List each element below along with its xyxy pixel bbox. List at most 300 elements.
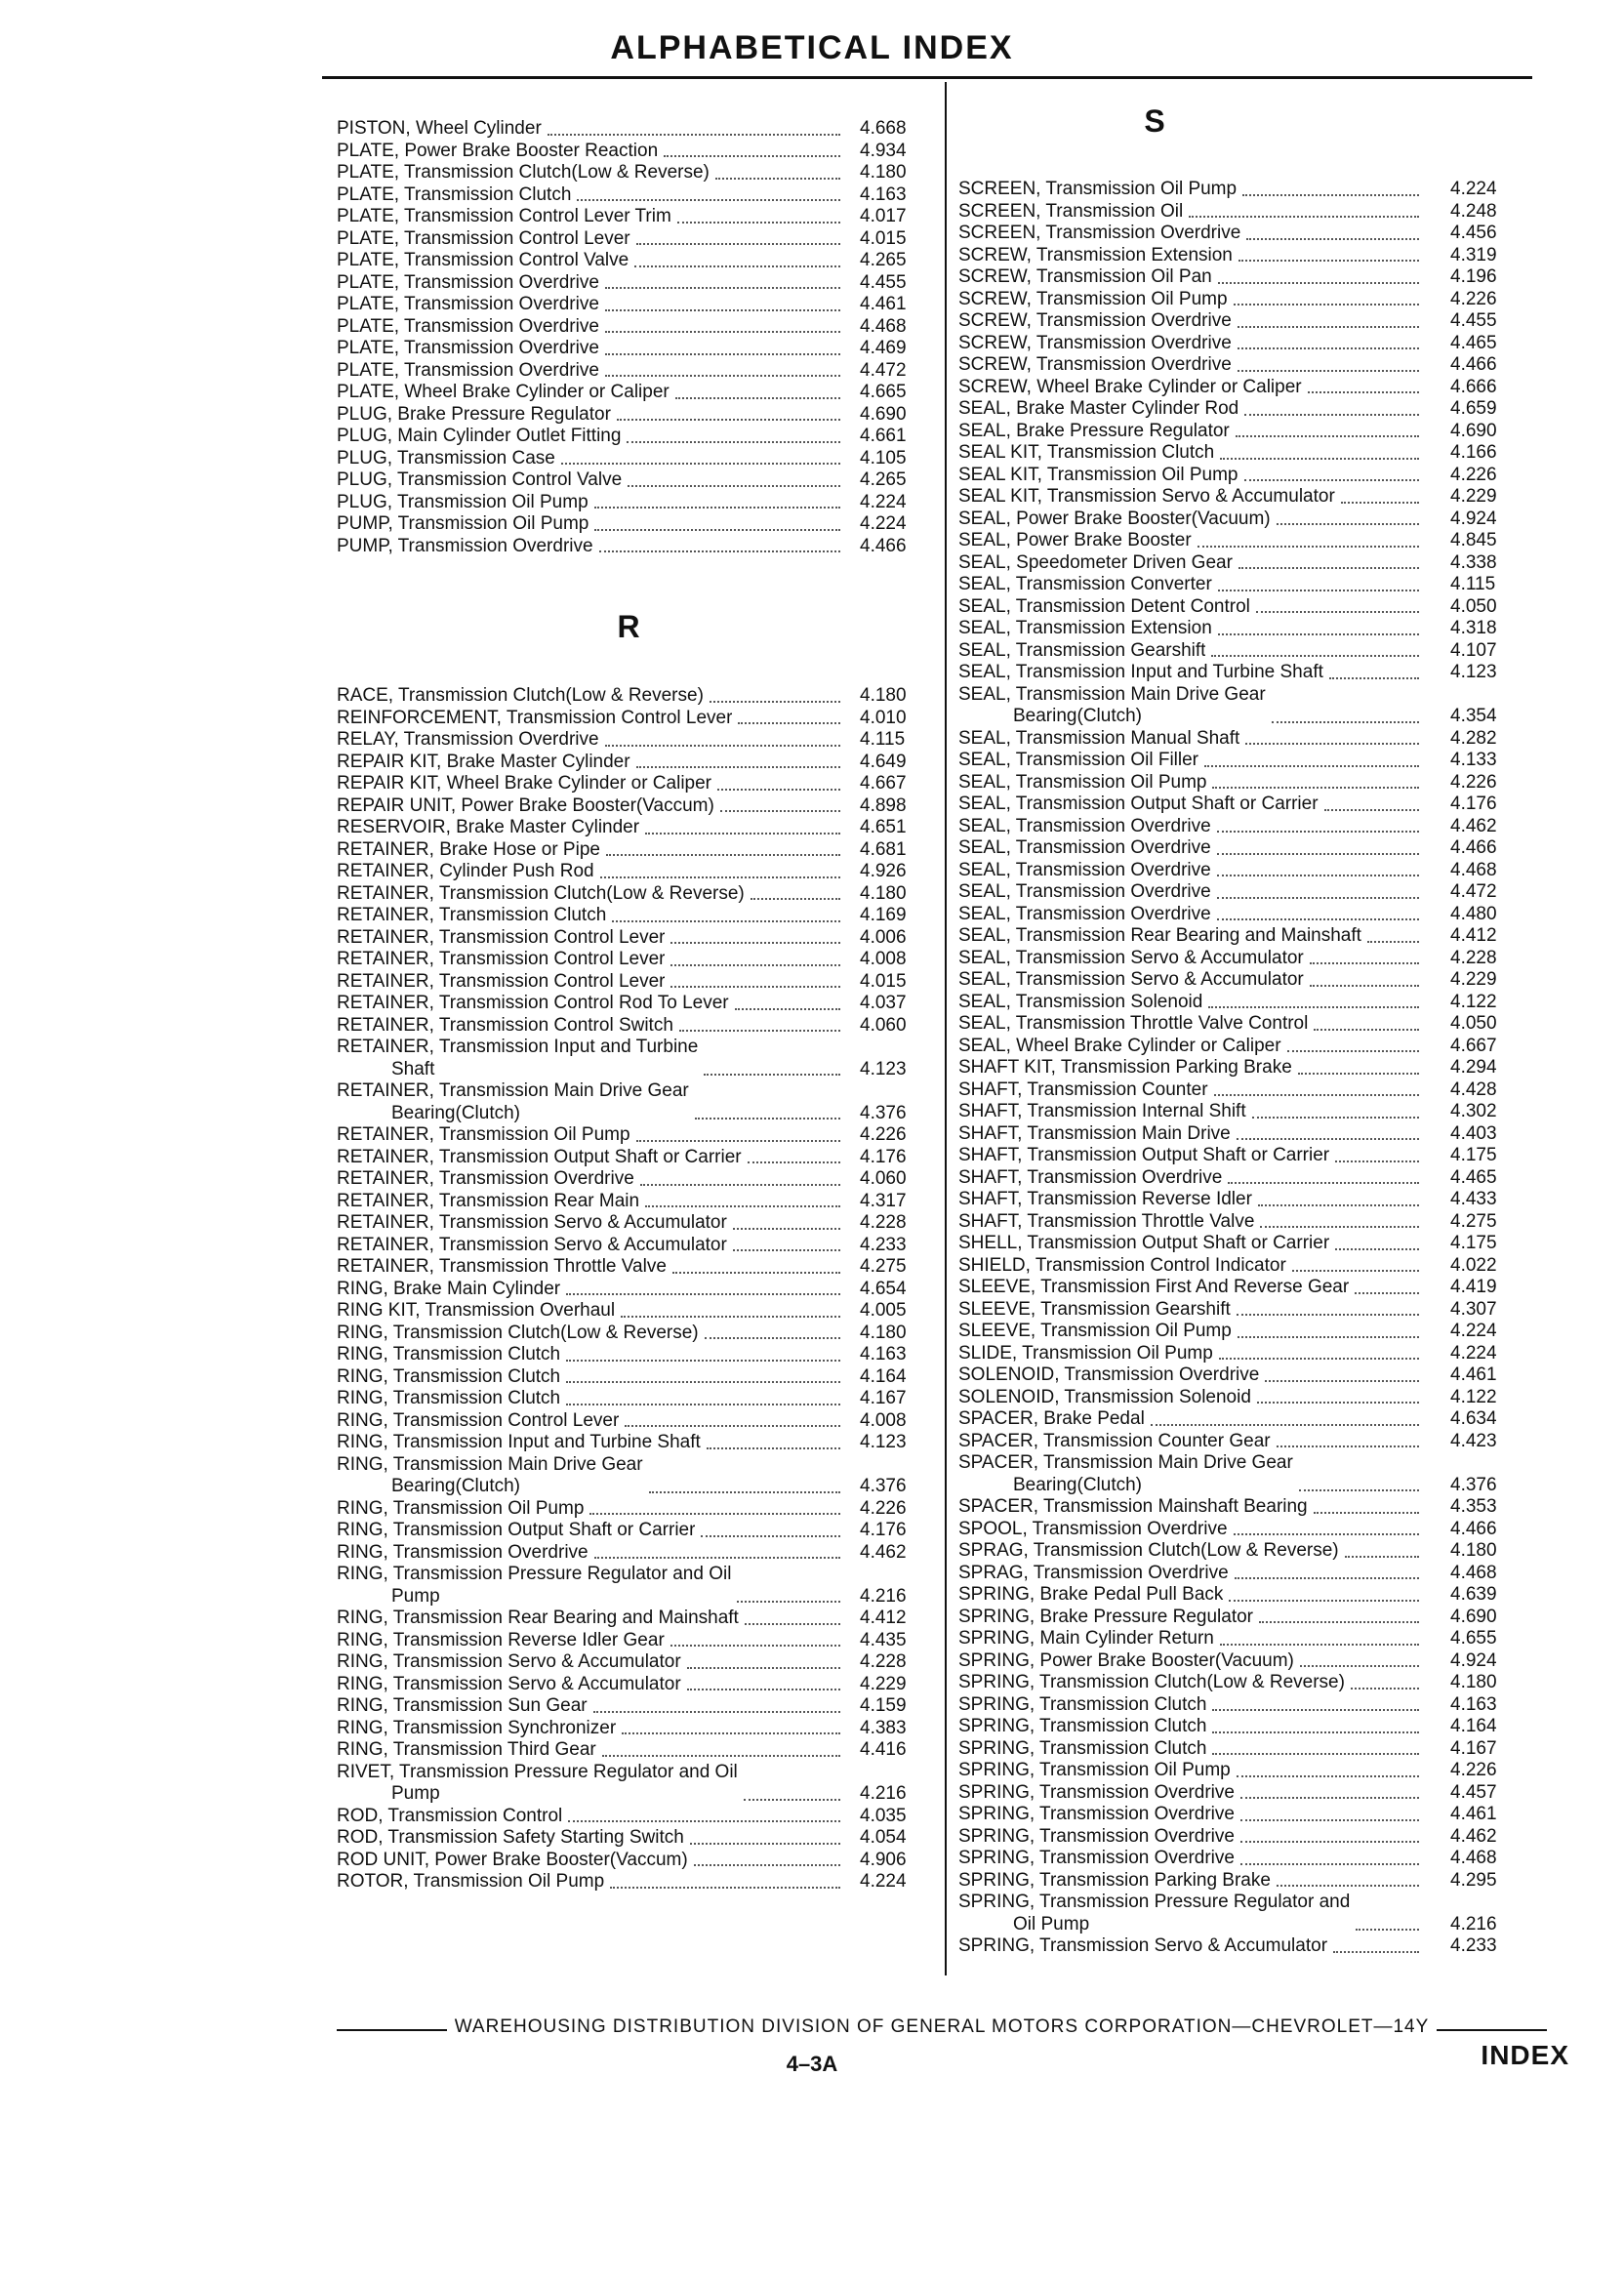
index-entry	[337, 228, 920, 251]
index-entry	[958, 266, 1526, 289]
index-entry	[337, 708, 920, 730]
entry-page-ref: 4.159	[860, 1695, 907, 1716]
dot-leader	[748, 1160, 840, 1163]
dot-leader	[1277, 522, 1419, 525]
dot-leader	[548, 133, 840, 136]
entry-label	[958, 750, 1198, 772]
index-entry	[958, 310, 1526, 333]
entry-label	[337, 536, 593, 558]
index-entry	[337, 1124, 920, 1147]
dot-leader	[645, 1204, 840, 1207]
entry-label-text: ROTOR, Transmission Oil Pump	[337, 1871, 605, 1892]
entry-page-ref: 4.133	[1450, 750, 1497, 770]
entry-label	[337, 685, 704, 708]
index-entry	[337, 294, 920, 316]
entry-label	[958, 289, 1228, 311]
index-entry	[337, 1168, 920, 1191]
index-entry	[337, 1498, 920, 1521]
entry-page-ref: 4.176	[860, 1520, 907, 1540]
dot-leader	[1240, 1818, 1419, 1821]
entry-label-text: SPRING, Transmission Clutch	[958, 1716, 1207, 1736]
entry-page-ref: 4.469	[860, 338, 907, 358]
entry-label-text: PLATE, Transmission Control Lever Trim	[337, 206, 671, 226]
entry-label-text: SEAL, Transmission Overdrive	[958, 881, 1211, 902]
dot-leader	[1218, 589, 1419, 591]
index-entry	[337, 1564, 920, 1608]
entry-page-ref: 4.667	[1450, 1035, 1497, 1056]
dot-leader	[1214, 1093, 1419, 1096]
index-entry	[958, 1782, 1526, 1805]
entry-page-ref: 4.461	[1450, 1364, 1497, 1385]
entry-label	[958, 1584, 1223, 1607]
entry-label-text: RING, Transmission Sun Gear	[337, 1695, 588, 1716]
index-entry	[958, 1013, 1526, 1036]
index-entry	[337, 1695, 920, 1718]
entry-label-text: PLUG, Brake Pressure Regulator	[337, 403, 611, 425]
entry-label	[958, 1387, 1251, 1409]
entry-label	[337, 294, 599, 316]
index-entry	[337, 1235, 920, 1257]
entry-page-ref: 4.465	[1450, 332, 1497, 353]
entry-label	[337, 1762, 738, 1806]
entry-label-text: RING, Transmission Rear Bearing and Mainshaft	[337, 1608, 739, 1628]
dot-leader	[675, 396, 840, 399]
entry-page-ref: 4.665	[860, 382, 907, 402]
entry-label	[958, 904, 1211, 926]
dot-leader	[701, 1534, 840, 1537]
entry-label	[958, 574, 1212, 596]
entry-page-ref: 4.167	[860, 1388, 907, 1408]
dot-leader	[621, 1315, 840, 1318]
entry-page-ref: 4.661	[860, 426, 907, 446]
entry-label-text: RING, Transmission Control Lever	[337, 1409, 620, 1431]
entry-label-text: SPRING, Transmission Pressure Regulator and	[958, 1892, 1351, 1912]
index-entry	[337, 1630, 920, 1652]
entry-label	[337, 1235, 727, 1257]
dot-leader	[605, 374, 840, 377]
entry-label	[337, 1212, 727, 1235]
entry-page-ref: 4.651	[860, 817, 907, 837]
entry-page-ref: 4.354	[1450, 706, 1497, 726]
dot-leader	[594, 506, 840, 509]
index-entry	[958, 530, 1526, 552]
footer-text: WAREHOUSING DISTRIBUTION DIVISION OF GENERAL MOTORS CORPORATION—CHEVROLET—14Y	[454, 2016, 1430, 2037]
index-entry	[337, 492, 920, 514]
entry-label-text: ROD, Transmission Safety Starting Switch	[337, 1827, 684, 1848]
dot-leader	[1189, 215, 1419, 218]
entry-label	[958, 1650, 1294, 1673]
entry-page-ref: 4.307	[1450, 1298, 1497, 1320]
entry-page-ref: 4.295	[1450, 1869, 1497, 1891]
entry-page-ref: 4.228	[860, 1651, 907, 1672]
entry-label	[337, 1454, 643, 1498]
entry-label	[337, 426, 621, 448]
dot-leader	[627, 440, 840, 443]
index-entry	[958, 1672, 1526, 1694]
entry-page-ref: 4.226	[860, 1124, 907, 1145]
entry-page-ref: 4.466	[1450, 837, 1497, 858]
entry-label	[337, 1279, 560, 1301]
entry-page-ref: 4.169	[860, 905, 907, 925]
entry-label-text: PLATE, Transmission Clutch(Low & Reverse)	[337, 162, 710, 183]
entry-label	[958, 925, 1361, 948]
entry-label-text: RING, Transmission Overdrive	[337, 1541, 589, 1563]
dot-leader	[1314, 1028, 1419, 1031]
index-entry	[337, 1651, 920, 1674]
entry-label-text: ROD, Transmission Control	[337, 1805, 563, 1826]
dot-leader	[566, 1403, 840, 1405]
entry-page-ref: 4.017	[860, 206, 907, 226]
entry-label-text: RETAINER, Transmission Control Lever	[337, 926, 666, 948]
entry-label-continuation: Bearing(Clutch)	[1013, 1474, 1142, 1495]
entry-label-text: SPRING, Transmission Clutch	[958, 1693, 1207, 1715]
entry-label	[337, 1191, 639, 1213]
dot-leader	[733, 1248, 840, 1251]
dot-leader	[745, 1622, 840, 1625]
entry-label-text: SHAFT, Transmission Counter	[958, 1079, 1208, 1100]
entry-label-text: SHAFT, Transmission Overdrive	[958, 1166, 1223, 1188]
dot-leader	[1234, 1532, 1419, 1535]
entry-label	[337, 118, 542, 141]
index-entry	[337, 1454, 920, 1498]
entry-page-ref: 4.455	[860, 271, 907, 293]
entry-label-text: SHELL, Transmission Output Shaft or Carrier	[958, 1233, 1330, 1253]
entry-label	[337, 883, 745, 906]
index-entry	[337, 1871, 920, 1893]
index-entry	[958, 201, 1526, 224]
dot-leader	[710, 700, 840, 703]
entry-label	[337, 448, 555, 470]
entry-label-text: PISTON, Wheel Cylinder	[337, 118, 542, 139]
entry-label-text: RETAINER, Transmission Clutch(Low & Reverse)	[337, 882, 745, 904]
entry-page-ref: 4.180	[1450, 1540, 1497, 1561]
entry-label	[337, 141, 658, 163]
dot-leader	[1236, 434, 1419, 437]
dot-leader	[1238, 1335, 1419, 1338]
entry-label	[337, 272, 599, 295]
entry-label-text: SEAL, Transmission Servo & Accumulator	[958, 947, 1304, 968]
entry-label	[337, 993, 729, 1015]
entry-label	[337, 404, 611, 427]
entry-label	[337, 1564, 731, 1608]
dot-leader	[1212, 1730, 1419, 1733]
entry-page-ref: 4.924	[1450, 1649, 1497, 1671]
index-entry	[337, 1366, 920, 1389]
dot-leader	[1252, 1116, 1419, 1119]
entry-page-ref: 4.224	[1450, 1321, 1497, 1341]
index-entry	[337, 729, 920, 752]
entry-page-ref: 4.924	[1450, 508, 1497, 529]
entry-page-ref: 4.461	[1450, 1804, 1497, 1824]
entry-label-text: SEAL, Transmission Input and Turbine Shaft	[958, 662, 1323, 682]
entry-label	[958, 465, 1238, 487]
dot-leader	[1257, 1401, 1419, 1404]
index-entry	[337, 971, 920, 994]
entry-page-ref: 4.015	[860, 227, 907, 249]
index-entry	[337, 752, 920, 774]
index-entry	[958, 354, 1526, 377]
entry-label-text: SLIDE, Transmission Oil Pump	[958, 1342, 1213, 1364]
entry-page-ref: 4.265	[860, 469, 907, 490]
entry-label-text: SEAL, Transmission Manual Shaft	[958, 727, 1240, 749]
index-entry	[958, 640, 1526, 663]
entry-page-ref: 4.338	[1450, 551, 1497, 573]
entry-label	[337, 382, 670, 404]
entry-label	[958, 377, 1302, 399]
index-entry	[337, 1850, 920, 1872]
index-entry	[337, 685, 920, 708]
entry-label	[337, 316, 599, 339]
dot-leader	[594, 528, 840, 531]
entry-label	[958, 1299, 1231, 1322]
index-entry	[958, 596, 1526, 619]
index-entry	[337, 1718, 920, 1740]
entry-page-ref: 4.468	[1450, 1562, 1497, 1583]
index-entry	[337, 795, 920, 818]
entry-label	[337, 1520, 695, 1542]
entry-page-ref: 4.054	[860, 1827, 907, 1848]
footer-rule-right	[1437, 2029, 1547, 2031]
entry-label-text: RING, Transmission Output Shaft or Carrier	[337, 1520, 696, 1540]
entry-label-text: SEAL, Transmission Output Shaft or Carrier	[958, 794, 1319, 814]
entry-label	[958, 1716, 1206, 1738]
entry-label-text: RETAINER, Transmission Control Rod To Lever	[337, 993, 729, 1013]
index-entry	[958, 1189, 1526, 1211]
entry-label	[958, 969, 1304, 992]
dot-leader	[636, 242, 840, 245]
section-letter-r: R	[617, 609, 640, 644]
entry-label	[337, 817, 639, 839]
entry-label	[337, 1147, 742, 1169]
dot-leader	[640, 1183, 840, 1186]
entry-label-text: RING, Transmission Synchronizer	[337, 1717, 617, 1738]
entry-page-ref: 4.216	[860, 1585, 907, 1607]
entry-label-text: RING, Transmission Clutch(Low & Reverse)	[337, 1322, 699, 1343]
index-entry	[958, 1650, 1526, 1673]
dot-leader	[1259, 1620, 1419, 1623]
index-entry	[958, 1123, 1526, 1146]
entry-label	[958, 772, 1206, 794]
entry-label	[337, 1542, 589, 1565]
dot-leader	[1208, 1005, 1419, 1008]
dot-leader	[1238, 369, 1419, 372]
entry-label-text: SEAL, Transmission Oil Pump	[958, 771, 1207, 793]
entry-label-text: SLEEVE, Transmission First And Reverse Gear	[958, 1277, 1350, 1297]
entry-page-ref: 4.228	[1450, 947, 1497, 968]
dot-leader	[1244, 478, 1419, 481]
index-entry	[958, 1233, 1526, 1255]
entry-label-text: SEAL, Brake Pressure Regulator	[958, 420, 1230, 441]
dot-leader	[1367, 940, 1419, 943]
entry-label-text: SEAL KIT, Transmission Servo & Accumulator	[958, 486, 1335, 507]
dot-leader	[1220, 1643, 1419, 1646]
index-entry	[337, 1300, 920, 1323]
index-entry	[958, 794, 1526, 816]
entry-label	[958, 509, 1271, 531]
entry-label	[337, 795, 714, 818]
entry-label	[958, 1123, 1231, 1146]
dot-leader	[1212, 786, 1419, 789]
entry-page-ref: 4.060	[860, 1168, 907, 1189]
index-entry	[958, 1452, 1526, 1496]
entry-page-ref: 4.466	[860, 535, 907, 556]
entry-label-text: RETAINER, Transmission Control Lever	[337, 949, 666, 969]
index-entry	[337, 1147, 920, 1169]
entry-label	[958, 1694, 1206, 1717]
index-entry	[337, 1080, 920, 1124]
entry-label	[337, 1410, 619, 1433]
entry-label-text: RING, Transmission Pressure Regulator and Oil	[337, 1564, 732, 1584]
entry-label-text: SOLENOID, Transmission Solenoid	[958, 1386, 1251, 1407]
index-entry	[337, 1191, 920, 1213]
entry-label	[958, 1101, 1246, 1123]
index-entry	[337, 861, 920, 883]
entry-label	[958, 1826, 1235, 1849]
entry-label	[958, 992, 1202, 1014]
entry-label-text: SOLENOID, Transmission Overdrive	[958, 1364, 1260, 1385]
entry-page-ref: 4.898	[860, 794, 907, 816]
entry-label-text: SHAFT KIT, Transmission Parking Brake	[958, 1057, 1292, 1078]
index-entry	[958, 421, 1526, 443]
entry-page-ref: 4.416	[860, 1739, 907, 1760]
index-entry	[958, 816, 1526, 838]
dot-leader	[1212, 1708, 1419, 1711]
entry-page-ref: 4.015	[860, 970, 907, 992]
dot-leader	[1240, 1796, 1419, 1799]
entry-page-ref: 4.639	[1450, 1584, 1497, 1605]
dot-leader	[599, 550, 840, 552]
entry-page-ref: 4.226	[860, 1497, 907, 1519]
entry-page-ref: 4.122	[1450, 1386, 1497, 1407]
index-entry	[958, 1036, 1526, 1058]
entry-label	[337, 1124, 630, 1147]
entry-page-ref: 4.229	[1450, 486, 1497, 507]
dot-leader	[1333, 1950, 1419, 1953]
entry-label	[337, 1323, 699, 1345]
dot-leader	[1219, 1357, 1419, 1360]
entry-label-text: RETAINER, Transmission Throttle Valve	[337, 1256, 667, 1277]
index-entry	[337, 1762, 920, 1806]
dot-leader	[1237, 1313, 1419, 1316]
entry-label	[958, 794, 1319, 816]
entry-page-ref: 4.376	[860, 1102, 907, 1123]
footer	[337, 2016, 1547, 2038]
entry-page-ref: 4.122	[1450, 991, 1497, 1012]
dot-leader	[1229, 1599, 1419, 1602]
entry-label-text: SEAL, Transmission Rear Bearing and Mainshaft	[958, 925, 1361, 946]
entry-page-ref: 4.226	[1450, 288, 1497, 309]
entry-page-ref: 4.175	[1450, 1233, 1497, 1253]
entry-page-ref: 4.233	[1450, 1935, 1497, 1956]
entry-label-continuation: Bearing(Clutch)	[391, 1476, 520, 1496]
entry-page-ref: 4.008	[860, 1409, 907, 1431]
entry-label-text: SCREW, Wheel Brake Cylinder or Caliper	[958, 376, 1302, 397]
entry-page-ref: 4.466	[1450, 354, 1497, 375]
entry-label-text: PLATE, Transmission Control Lever	[337, 227, 630, 249]
entry-page-ref: 4.163	[1450, 1693, 1497, 1715]
entry-label	[337, 1344, 560, 1366]
entry-label	[337, 469, 622, 492]
entry-page-ref: 4.457	[1450, 1781, 1497, 1803]
entry-label	[958, 1870, 1271, 1893]
index-entry	[337, 184, 920, 207]
dot-leader	[1277, 1445, 1419, 1447]
index-entry	[958, 1760, 1526, 1782]
dot-leader	[1300, 1664, 1419, 1667]
entry-page-ref: 4.403	[1450, 1122, 1497, 1144]
dot-leader	[1151, 1423, 1419, 1426]
entry-label-text: SPRING, Transmission Overdrive	[958, 1848, 1235, 1868]
entry-label-text: SCREW, Transmission Overdrive	[958, 354, 1232, 375]
entry-page-ref: 4.233	[860, 1234, 907, 1255]
dot-leader	[1242, 193, 1419, 196]
dot-leader	[566, 1380, 840, 1383]
entry-page-ref: 4.228	[860, 1212, 907, 1233]
index-entry	[958, 1804, 1526, 1826]
entry-page-ref: 4.175	[1450, 1145, 1497, 1165]
entry-label-text: RIVET, Transmission Pressure Regulator and Oil	[337, 1761, 738, 1782]
index-entry	[958, 465, 1526, 487]
index-entry	[958, 684, 1526, 728]
entry-label-text: PLUG, Transmission Control Valve	[337, 469, 623, 490]
index-entry	[958, 925, 1526, 948]
dot-leader	[677, 221, 840, 224]
entry-page-ref: 4.123	[860, 1432, 907, 1452]
dot-leader	[594, 1556, 840, 1559]
entry-label	[958, 662, 1323, 684]
entry-page-ref: 4.022	[1450, 1254, 1497, 1276]
index-entry	[337, 839, 920, 862]
index-entry	[337, 1739, 920, 1762]
entry-page-ref: 4.472	[860, 359, 907, 381]
entry-label-text: SHIELD, Transmission Control Indicator	[958, 1254, 1286, 1276]
entry-page-ref: 4.010	[860, 707, 907, 728]
index-entry	[337, 1279, 920, 1301]
entry-label-text: RETAINER, Transmission Clutch	[337, 905, 607, 925]
entry-label	[958, 1607, 1253, 1629]
entry-page-ref: 4.462	[860, 1541, 907, 1563]
dot-leader	[1204, 764, 1419, 767]
entry-page-ref: 4.224	[860, 513, 907, 534]
entry-label-text: PLATE, Transmission Overdrive	[337, 359, 599, 381]
entry-label	[958, 1013, 1308, 1036]
entry-label-text: SEAL, Transmission Servo & Accumulator	[958, 969, 1304, 990]
entry-label-text: PUMP, Transmission Oil Pump	[337, 513, 589, 534]
entry-label	[958, 1408, 1145, 1431]
index-entry	[958, 333, 1526, 355]
entry-page-ref: 4.926	[860, 861, 907, 881]
dot-leader	[1240, 1840, 1419, 1843]
dot-leader	[1314, 1511, 1419, 1514]
entry-label-continuation: Shaft	[391, 1058, 435, 1079]
dot-leader	[600, 875, 840, 878]
dot-leader	[1220, 457, 1419, 460]
dot-leader	[1310, 984, 1419, 987]
entry-label-text: SEAL, Transmission Extension	[958, 618, 1212, 638]
entry-page-ref: 4.668	[860, 118, 907, 139]
entry-label	[337, 971, 665, 994]
entry-label-text: RING, Transmission Servo & Accumulator	[337, 1651, 681, 1672]
index-entry	[958, 750, 1526, 772]
index-entry	[958, 969, 1526, 992]
entry-page-ref: 4.196	[1450, 266, 1497, 287]
entry-label	[958, 552, 1233, 575]
entry-label-text: PLATE, Power Brake Booster Reaction	[337, 140, 659, 161]
dot-leader	[670, 963, 840, 966]
entry-label	[958, 860, 1211, 882]
dot-leader	[602, 1754, 840, 1757]
entry-label	[958, 1364, 1259, 1387]
